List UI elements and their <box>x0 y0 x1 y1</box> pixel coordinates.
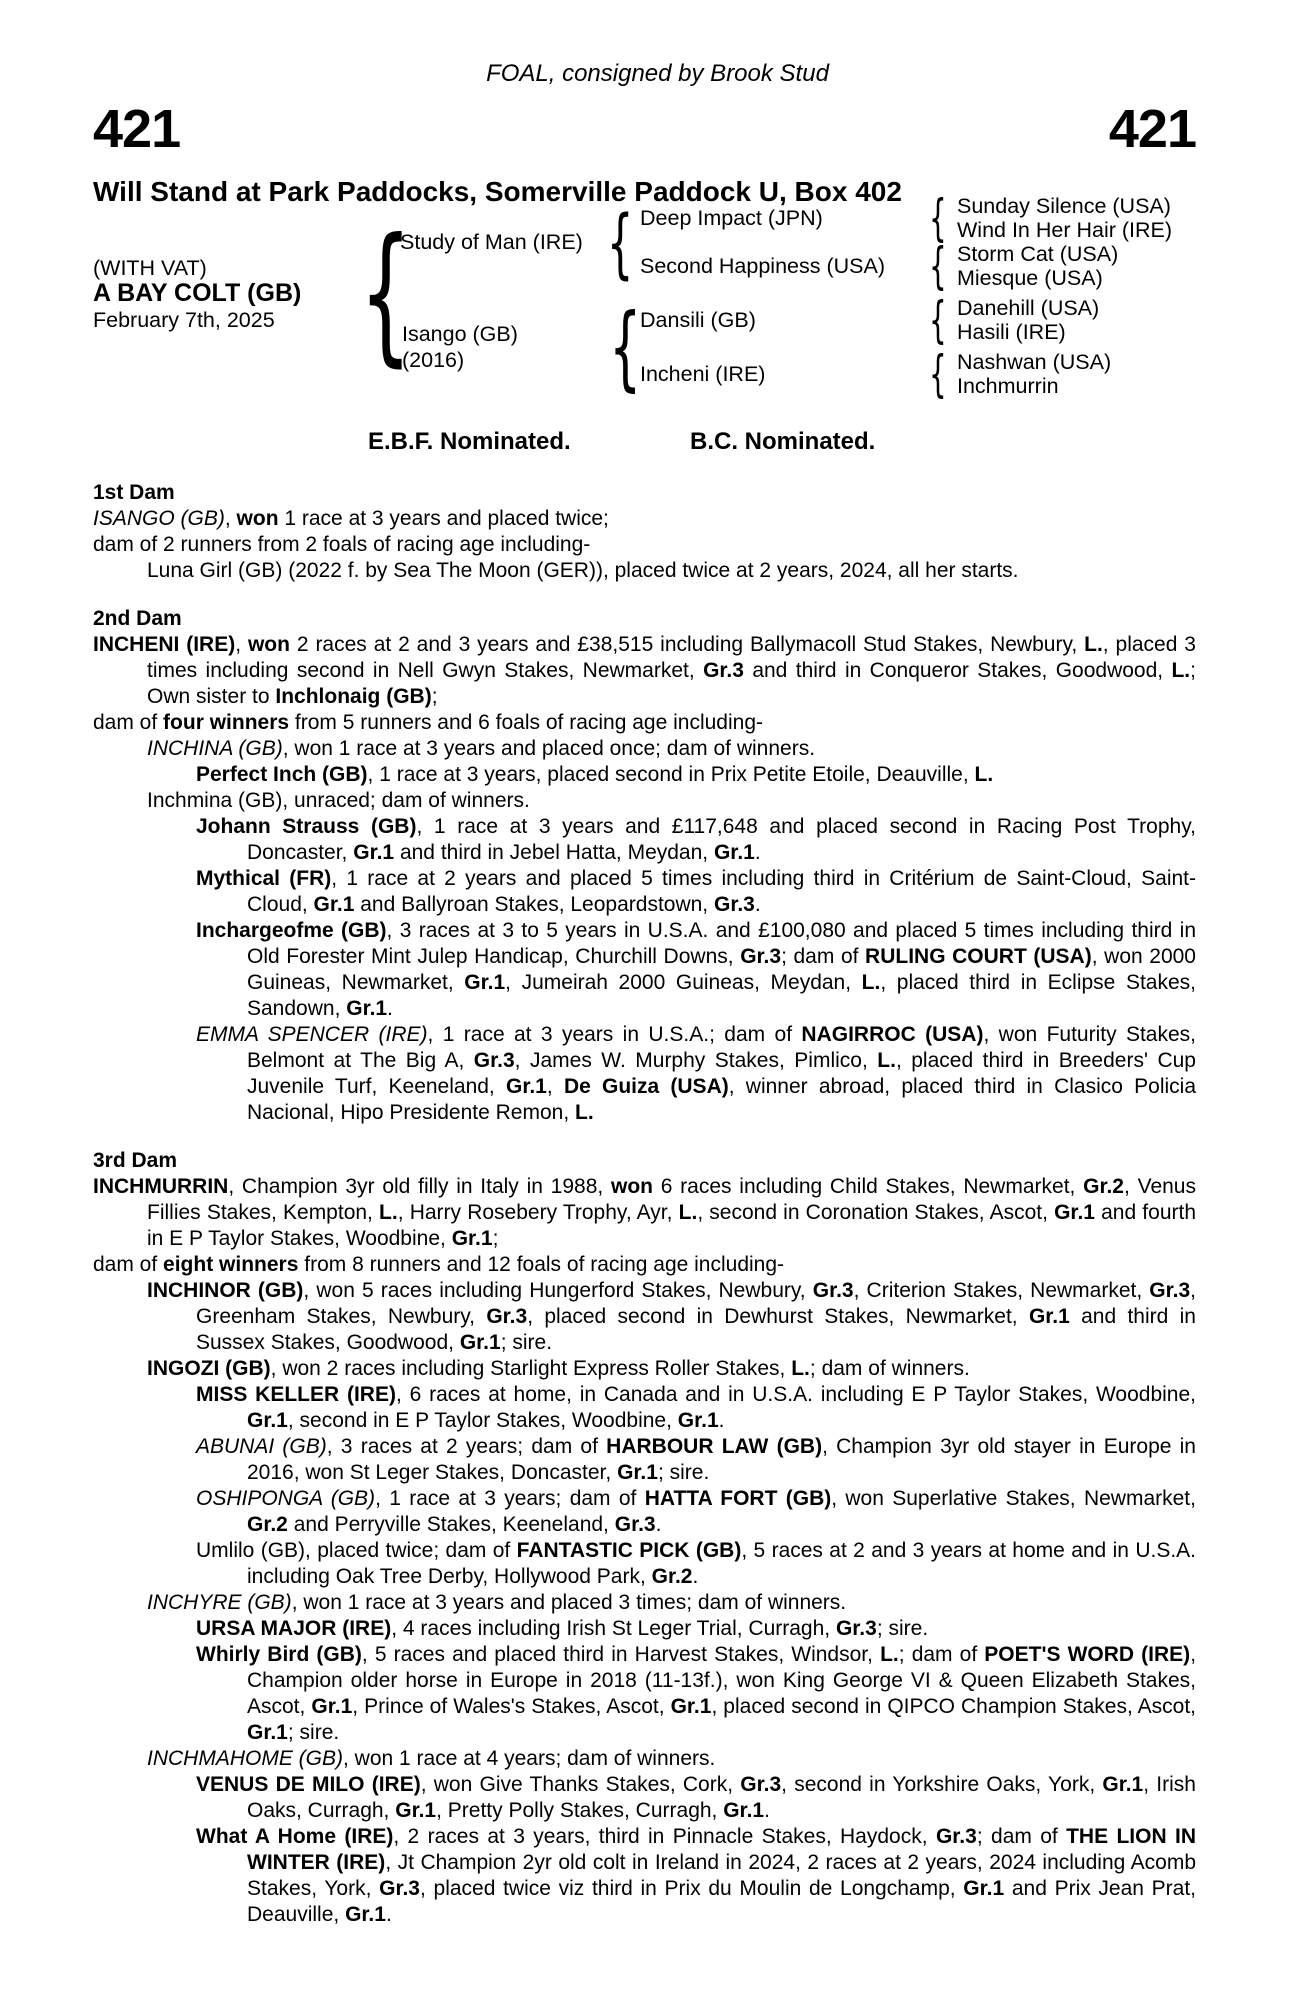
text-run: ; <box>492 1227 499 1250</box>
catalogue-paragraph <box>93 1486 1196 1538</box>
text-run: L. <box>880 1643 899 1666</box>
text-run: INCHENI (IRE) <box>93 633 236 656</box>
text-run: , Criterion Stakes, Newmarket, <box>853 1279 1150 1302</box>
text-run: , 1 race at 3 years and £117,648 and placed second in Racing Post Trophy, Doncaster, <box>247 815 1196 864</box>
text-run: , 5 races and placed third in Harvest Stakes, Windsor, <box>361 1643 881 1666</box>
text-run: , Champion 3yr old filly in Italy in 1988, <box>228 1175 611 1198</box>
text-run: Inchargeofme (GB) <box>196 919 387 942</box>
text-run: , 1 race at 3 years; dam of <box>375 1487 645 1510</box>
text-run: , second in E P Taylor Stakes, Woodbine, <box>287 1409 678 1432</box>
text-run: Gr.1 <box>1054 1201 1095 1224</box>
text-run: , Irish Oaks, Curragh, <box>247 1773 1196 1822</box>
catalogue-paragraph <box>93 1252 1196 1278</box>
bc-nomination: B.C. Nominated. <box>690 428 876 455</box>
text-run: Inchmina (GB), unraced; dam of winners. <box>147 789 530 812</box>
text-run: Gr.3 <box>379 1877 420 1900</box>
text-run: dam of 2 runners from 2 foals of racing age including- <box>93 533 591 556</box>
text-run: , won 2 races including Starlight Express Roller Stakes, <box>270 1357 792 1380</box>
catalogue-paragraph <box>93 1356 1196 1382</box>
text-run: Gr.1 <box>353 841 395 864</box>
text-run: Gr.1 <box>346 997 388 1020</box>
pedigree-dam-sire: Dansili (GB) <box>640 308 756 332</box>
text-run: . <box>387 997 393 1020</box>
text-run: ; Own sister to <box>147 659 1196 708</box>
text-run: . <box>385 1903 392 1926</box>
text-run: L. <box>1171 659 1191 682</box>
text-run: , placed third in Eclipse Stakes, Sandown, <box>247 971 1196 1020</box>
foaling-date: February 7th, 2025 <box>93 308 275 332</box>
text-run: , Champion 3yr old stayer in Europe in 2016, won St Leger Stakes, Doncaster, <box>247 1435 1196 1484</box>
text-run: Gr.3 <box>614 1513 656 1536</box>
text-run: , won 5 races including Hungerford Stakes, Newbury, <box>303 1279 813 1302</box>
text-run: THE LION IN WINTER (IRE) <box>247 1825 1196 1874</box>
text-run: INGOZI (GB) <box>147 1357 271 1380</box>
brace-glyph: { <box>609 293 642 401</box>
text-run: VENUS DE MILO (IRE) <box>196 1773 421 1796</box>
text-run: , 3 races at 2 years; dam of <box>326 1435 607 1458</box>
pedigree-brace-pair3 <box>922 291 954 349</box>
text-run: HATTA FORT (GB) <box>644 1487 832 1510</box>
text-run: , placed second in QIPCO Champion Stakes, Ascot, <box>711 1695 1197 1718</box>
text-run: , won 1 race at 4 years; dam of winners. <box>343 1747 716 1770</box>
dam-section <box>93 1148 1196 1928</box>
catalogue-paragraph <box>93 710 1196 736</box>
catalogue-paragraph <box>93 814 1196 866</box>
text-run: ; dam of <box>898 1643 985 1666</box>
text-run: and Ballyroan Stakes, Leopardstown, <box>354 893 714 916</box>
text-run: , won 2000 Guineas, Newmarket, <box>247 945 1196 994</box>
text-run: L. <box>678 1201 698 1224</box>
text-run: Gr.3 <box>935 1825 977 1848</box>
text-run: INCHMAHOME (GB) <box>147 1747 343 1770</box>
text-run: ABUNAI (GB) <box>196 1435 327 1458</box>
text-run: , 6 races at home, in Canada and in U.S.A. including E P Taylor Stakes, Woodbine, <box>395 1383 1196 1406</box>
text-run: , 5 races at 2 and 3 years at home and in U.S.A. including Oak Tree Derby, Hollywood Park, <box>247 1539 1196 1588</box>
catalogue-paragraph <box>93 1538 1196 1590</box>
pedigree-sire-sire-dam: Wind In Her Hair (IRE) <box>957 218 1173 242</box>
text-run: , second in Coronation Stakes, Ascot, <box>697 1201 1055 1224</box>
text-run: Whirly Bird (GB) <box>196 1643 362 1666</box>
lot-number-right: 421 <box>1108 99 1196 159</box>
consignor-line: FOAL, consigned by Brook Stud <box>486 60 829 87</box>
catalogue-paragraph <box>93 1022 1196 1126</box>
text-run: . <box>754 841 761 864</box>
dam-sections <box>93 480 1196 1928</box>
catalogue-paragraph <box>93 632 1196 710</box>
catalogue-paragraph <box>93 1642 1196 1746</box>
text-run: , James W. Murphy Stakes, Pimlico, <box>514 1049 878 1072</box>
text-run: HARBOUR LAW (GB) <box>606 1435 823 1458</box>
text-run: ; sire. <box>657 1461 710 1484</box>
text-run: won <box>610 1175 653 1198</box>
text-run: . <box>692 1565 699 1588</box>
text-run: , 3 races at 3 to 5 years in U.S.A. and £100,080 and placed 5 times including third in Old Forester Mint Julep Handicap, Churchill Downs, <box>247 919 1196 968</box>
text-run: . <box>655 1513 662 1536</box>
text-run: . <box>764 1799 770 1822</box>
text-run: INCHYRE (GB) <box>147 1591 292 1614</box>
text-run: , Pretty Polly Stakes, Curragh, <box>436 1799 724 1822</box>
pedigree-dam-dam-dam: Inchmurrin <box>957 374 1059 398</box>
text-run: Gr.1 <box>345 1903 386 1926</box>
pedigree-dam: Isango (GB) <box>402 322 518 346</box>
pedigree-brace-sire <box>596 197 644 287</box>
text-run: won <box>236 507 279 530</box>
lot-number-left: 421 <box>93 99 181 159</box>
text-run: Johann Strauss (GB) <box>196 815 417 838</box>
brace-glyph: { <box>359 207 412 381</box>
catalogue-paragraph <box>93 558 1196 584</box>
text-run: FANTASTIC PICK (GB) <box>516 1539 742 1562</box>
text-run: ; <box>431 685 438 708</box>
text-run: eight winners <box>163 1253 299 1276</box>
dam-section-heading: 1st Dam <box>93 481 175 504</box>
text-run: , placed twice viz third in Prix du Moulin de Longchamp, <box>420 1877 964 1900</box>
text-run: , Prince of Wales's Stakes, Ascot, <box>352 1695 671 1718</box>
text-run: L. <box>379 1201 398 1224</box>
text-run: , 4 races including Irish St Leger Trial, Curragh, <box>391 1617 836 1640</box>
catalogue-paragraph <box>93 736 1196 762</box>
text-run: Gr.2 <box>1083 1175 1124 1198</box>
text-run: Gr.1 <box>670 1695 712 1718</box>
text-run: , <box>235 633 248 656</box>
text-run: , 1 race at 3 years, placed second in Prix Petite Etoile, Deauville, <box>367 763 975 786</box>
text-run: Gr.1 <box>311 1695 353 1718</box>
text-run: and third in Sussex Stakes, Goodwood, <box>196 1305 1196 1354</box>
text-run: Gr.1 <box>459 1331 501 1354</box>
text-run: ; dam of <box>781 945 866 968</box>
text-run: and third in Conqueror Stakes, Goodwood, <box>743 659 1172 682</box>
text-run: L. <box>1084 633 1103 656</box>
text-run: , <box>224 507 237 530</box>
text-run: and Prix Jean Prat, Deauville, <box>247 1877 1196 1926</box>
text-run: , 1 race at 3 years in U.S.A.; dam of <box>427 1023 802 1046</box>
text-run: . <box>718 1409 725 1432</box>
text-run: Perfect Inch (GB) <box>196 763 368 786</box>
text-run: L. <box>974 763 994 786</box>
text-run: Gr.3 <box>812 1279 854 1302</box>
text-run: , Jt Champion 2yr old colt in Ireland in 2024, 2 races at 2 years, 2024 including Acomb Stakes, York, <box>247 1851 1197 1900</box>
text-run: INCHINA (GB) <box>147 737 283 760</box>
catalogue-paragraph <box>93 532 1196 558</box>
text-run: L. <box>877 1049 896 1072</box>
brace-glyph: { <box>929 345 947 403</box>
text-run: Gr.1 <box>313 893 355 916</box>
catalogue-paragraph <box>93 1382 1196 1434</box>
text-run: ; dam of <box>976 1825 1067 1848</box>
text-run: , 1 race at 2 years and placed 5 times including third in Critérium de Saint-Cloud, Saint-Cloud, <box>247 867 1196 916</box>
text-run: NAGIRROC (USA) <box>801 1023 984 1046</box>
catalogue-paragraph <box>93 1746 1196 1772</box>
pedigree-sire-dam: Second Happiness (USA) <box>640 254 885 278</box>
text-run: What A Home (IRE) <box>196 1825 394 1848</box>
text-run: , Jumeirah 2000 Guineas, Meydan, <box>505 971 862 994</box>
text-run: ; dam of winners. <box>809 1357 970 1380</box>
text-run: Inchlonaig (GB) <box>275 685 432 708</box>
text-run: ISANGO (GB) <box>93 507 225 530</box>
text-run: Umlilo (GB), placed twice; dam of <box>196 1539 517 1562</box>
text-run: , Venus Fillies Stakes, Kempton, <box>147 1175 1196 1224</box>
text-run: , won 1 race at 3 years and placed once; dam of winners. <box>282 737 816 760</box>
brace-glyph: { <box>929 189 947 247</box>
text-run: , won Superlative Stakes, Newmarket, <box>831 1487 1196 1510</box>
catalogue-paragraph <box>93 918 1196 1022</box>
text-run: from 8 runners and 12 foals of racing age including- <box>298 1253 785 1276</box>
text-run: dam of <box>93 1253 164 1276</box>
text-run: Gr.1 <box>677 1409 719 1432</box>
text-run: EMMA SPENCER (IRE) <box>196 1023 428 1046</box>
brace-glyph: { <box>929 291 947 349</box>
text-run: Gr.1 <box>247 1721 288 1744</box>
text-run: RULING COURT (USA) <box>865 945 1092 968</box>
pedigree-brace-pair4 <box>922 345 954 403</box>
text-run: Gr.1 <box>247 1409 288 1432</box>
pedigree-dam-dam-sire: Nashwan (USA) <box>957 350 1112 374</box>
text-run: , won Give Thanks Stakes, Cork, <box>420 1773 741 1796</box>
text-run: Gr.3 <box>703 659 744 682</box>
text-run: Mythical (FR) <box>196 867 332 890</box>
text-run: Gr.1 <box>506 1075 547 1098</box>
text-run: four winners <box>163 711 290 734</box>
pedigree-dam-sire-sire: Danehill (USA) <box>957 296 1100 320</box>
text-run: L. <box>861 971 881 994</box>
text-run: , placed 3 times including second in Nell Gwyn Stakes, Newmarket, <box>147 633 1196 682</box>
text-run: Gr.3 <box>486 1305 528 1328</box>
text-run: Gr.1 <box>1028 1305 1070 1328</box>
text-run: , <box>546 1075 564 1098</box>
colt-name: A BAY COLT (GB) <box>93 279 302 307</box>
pedigree-dam-dam: Incheni (IRE) <box>640 362 766 386</box>
dam-section <box>93 480 1196 584</box>
pedigree-dam-sire-dam: Hasili (IRE) <box>957 320 1066 344</box>
text-run: Gr.1 <box>963 1877 1005 1900</box>
text-run: and Perryville Stakes, Keeneland, <box>287 1513 615 1536</box>
stand-location-line: Will Stand at Park Paddocks, Somerville Paddock U, Box 402 <box>93 176 902 207</box>
text-run: L. <box>791 1357 810 1380</box>
text-run: ; sire. <box>287 1721 340 1744</box>
text-run: ; sire. <box>500 1331 553 1354</box>
text-run: . <box>754 893 761 916</box>
text-run: Gr.2 <box>651 1565 693 1588</box>
brace-glyph: { <box>606 197 634 287</box>
text-run: , winner abroad, placed third in Clasico Policia Nacional, Hipo Presidente Remon, <box>247 1075 1197 1124</box>
text-run: , Champion older horse in Europe in 2018 (11-13f.), won King George VI & Queen Elizabeth Stakes, Ascot, <box>247 1643 1197 1718</box>
text-run: , second in Yorkshire Oaks, York, <box>781 1773 1103 1796</box>
catalogue-paragraph <box>93 866 1196 918</box>
text-run: INCHINOR (GB) <box>147 1279 304 1302</box>
text-run: Gr.1 <box>395 1799 437 1822</box>
text-run: Gr.3 <box>1149 1279 1191 1302</box>
text-run: and fourth in E P Taylor Stakes, Woodbine, <box>147 1201 1197 1250</box>
text-run: , placed third in Breeders' Cup Juvenile Turf, Keeneland, <box>247 1049 1196 1098</box>
catalogue-paragraph <box>93 506 1196 532</box>
text-run: ; sire. <box>876 1617 929 1640</box>
pedigree-sire: Study of Man (IRE) <box>400 230 583 254</box>
text-run: POET'S WORD (IRE) <box>984 1643 1191 1666</box>
text-run: MISS KELLER (IRE) <box>196 1383 396 1406</box>
text-run: Gr.3 <box>713 893 755 916</box>
text-run: INCHMURRIN <box>93 1175 229 1198</box>
catalogue-paragraph <box>93 788 1196 814</box>
text-run: URSA MAJOR (IRE) <box>196 1617 392 1640</box>
text-run: 6 races including Child Stakes, Newmarket, <box>652 1175 1084 1198</box>
catalogue-paragraph <box>93 1278 1196 1356</box>
catalogue-paragraph <box>93 1590 1196 1616</box>
text-run: Gr.1 <box>713 841 755 864</box>
text-run: won <box>247 633 290 656</box>
catalogue-paragraph <box>93 1824 1196 1928</box>
text-run: , Greenham Stakes, Newbury, <box>196 1279 1196 1328</box>
text-run: L. <box>575 1101 594 1124</box>
catalogue-paragraph <box>93 762 1196 788</box>
catalogue-paragraph <box>93 1174 1196 1252</box>
dam-section-heading: 3rd Dam <box>93 1149 178 1172</box>
pedigree-dam-year: (2016) <box>402 348 465 372</box>
text-run: De Guiza (USA) <box>563 1075 729 1098</box>
catalogue-paragraph <box>93 1772 1196 1824</box>
text-run: Gr.3 <box>835 1617 877 1640</box>
text-run: 2 races at 2 and 3 years and £38,515 including Ballymacoll Stud Stakes, Newbury, <box>289 633 1085 656</box>
text-run: Gr.1 <box>617 1461 658 1484</box>
catalogue-paragraph <box>93 1434 1196 1486</box>
text-run: , won 1 race at 3 years and placed 3 times; dam of winners. <box>291 1591 847 1614</box>
dam-section-heading: 2nd Dam <box>93 607 182 630</box>
text-run: Gr.3 <box>473 1049 515 1072</box>
pedigree-sire-dam-dam: Miesque (USA) <box>957 266 1103 290</box>
text-run: dam of <box>93 711 164 734</box>
ebf-nomination: E.B.F. Nominated. <box>368 428 571 455</box>
text-run: Luna Girl (GB) (2022 f. by Sea The Moon (GER)), placed twice at 2 years, 2024, all her starts. <box>147 559 1019 582</box>
dam-section <box>93 606 1196 1126</box>
text-run: and third in Jebel Hatta, Meydan, <box>394 841 714 864</box>
text-run: , placed second in Dewhurst Stakes, Newmarket, <box>527 1305 1029 1328</box>
text-run: , 2 races at 3 years, third in Pinnacle Stakes, Haydock, <box>393 1825 936 1848</box>
text-run: Gr.3 <box>740 945 782 968</box>
pedigree-sire-sire: Deep Impact (JPN) <box>640 206 823 230</box>
brace-glyph: { <box>929 237 947 295</box>
text-run: OSHIPONGA (GB) <box>196 1487 376 1510</box>
text-run: 1 race at 3 years and placed twice; <box>278 507 609 530</box>
text-run: Gr.1 <box>723 1799 765 1822</box>
pedigree-brace-pair2 <box>922 237 954 295</box>
vat-note: (WITH VAT) <box>93 256 207 280</box>
text-run: , won Futurity Stakes, Belmont at The Big A, <box>247 1023 1196 1072</box>
text-run: from 5 runners and 6 foals of racing age including- <box>289 711 763 734</box>
text-run: Gr.1 <box>1102 1773 1144 1796</box>
text-run: Gr.2 <box>247 1513 288 1536</box>
text-run: Gr.3 <box>740 1773 782 1796</box>
pedigree-sire-sire-sire: Sunday Silence (USA) <box>957 194 1171 218</box>
pedigree-sire-dam-sire: Storm Cat (USA) <box>957 242 1119 266</box>
catalogue-paragraph <box>93 1616 1196 1642</box>
text-run: Gr.1 <box>464 971 506 994</box>
text-run: , Harry Rosebery Trophy, Ayr, <box>397 1201 679 1224</box>
text-run: Gr.1 <box>451 1227 493 1250</box>
